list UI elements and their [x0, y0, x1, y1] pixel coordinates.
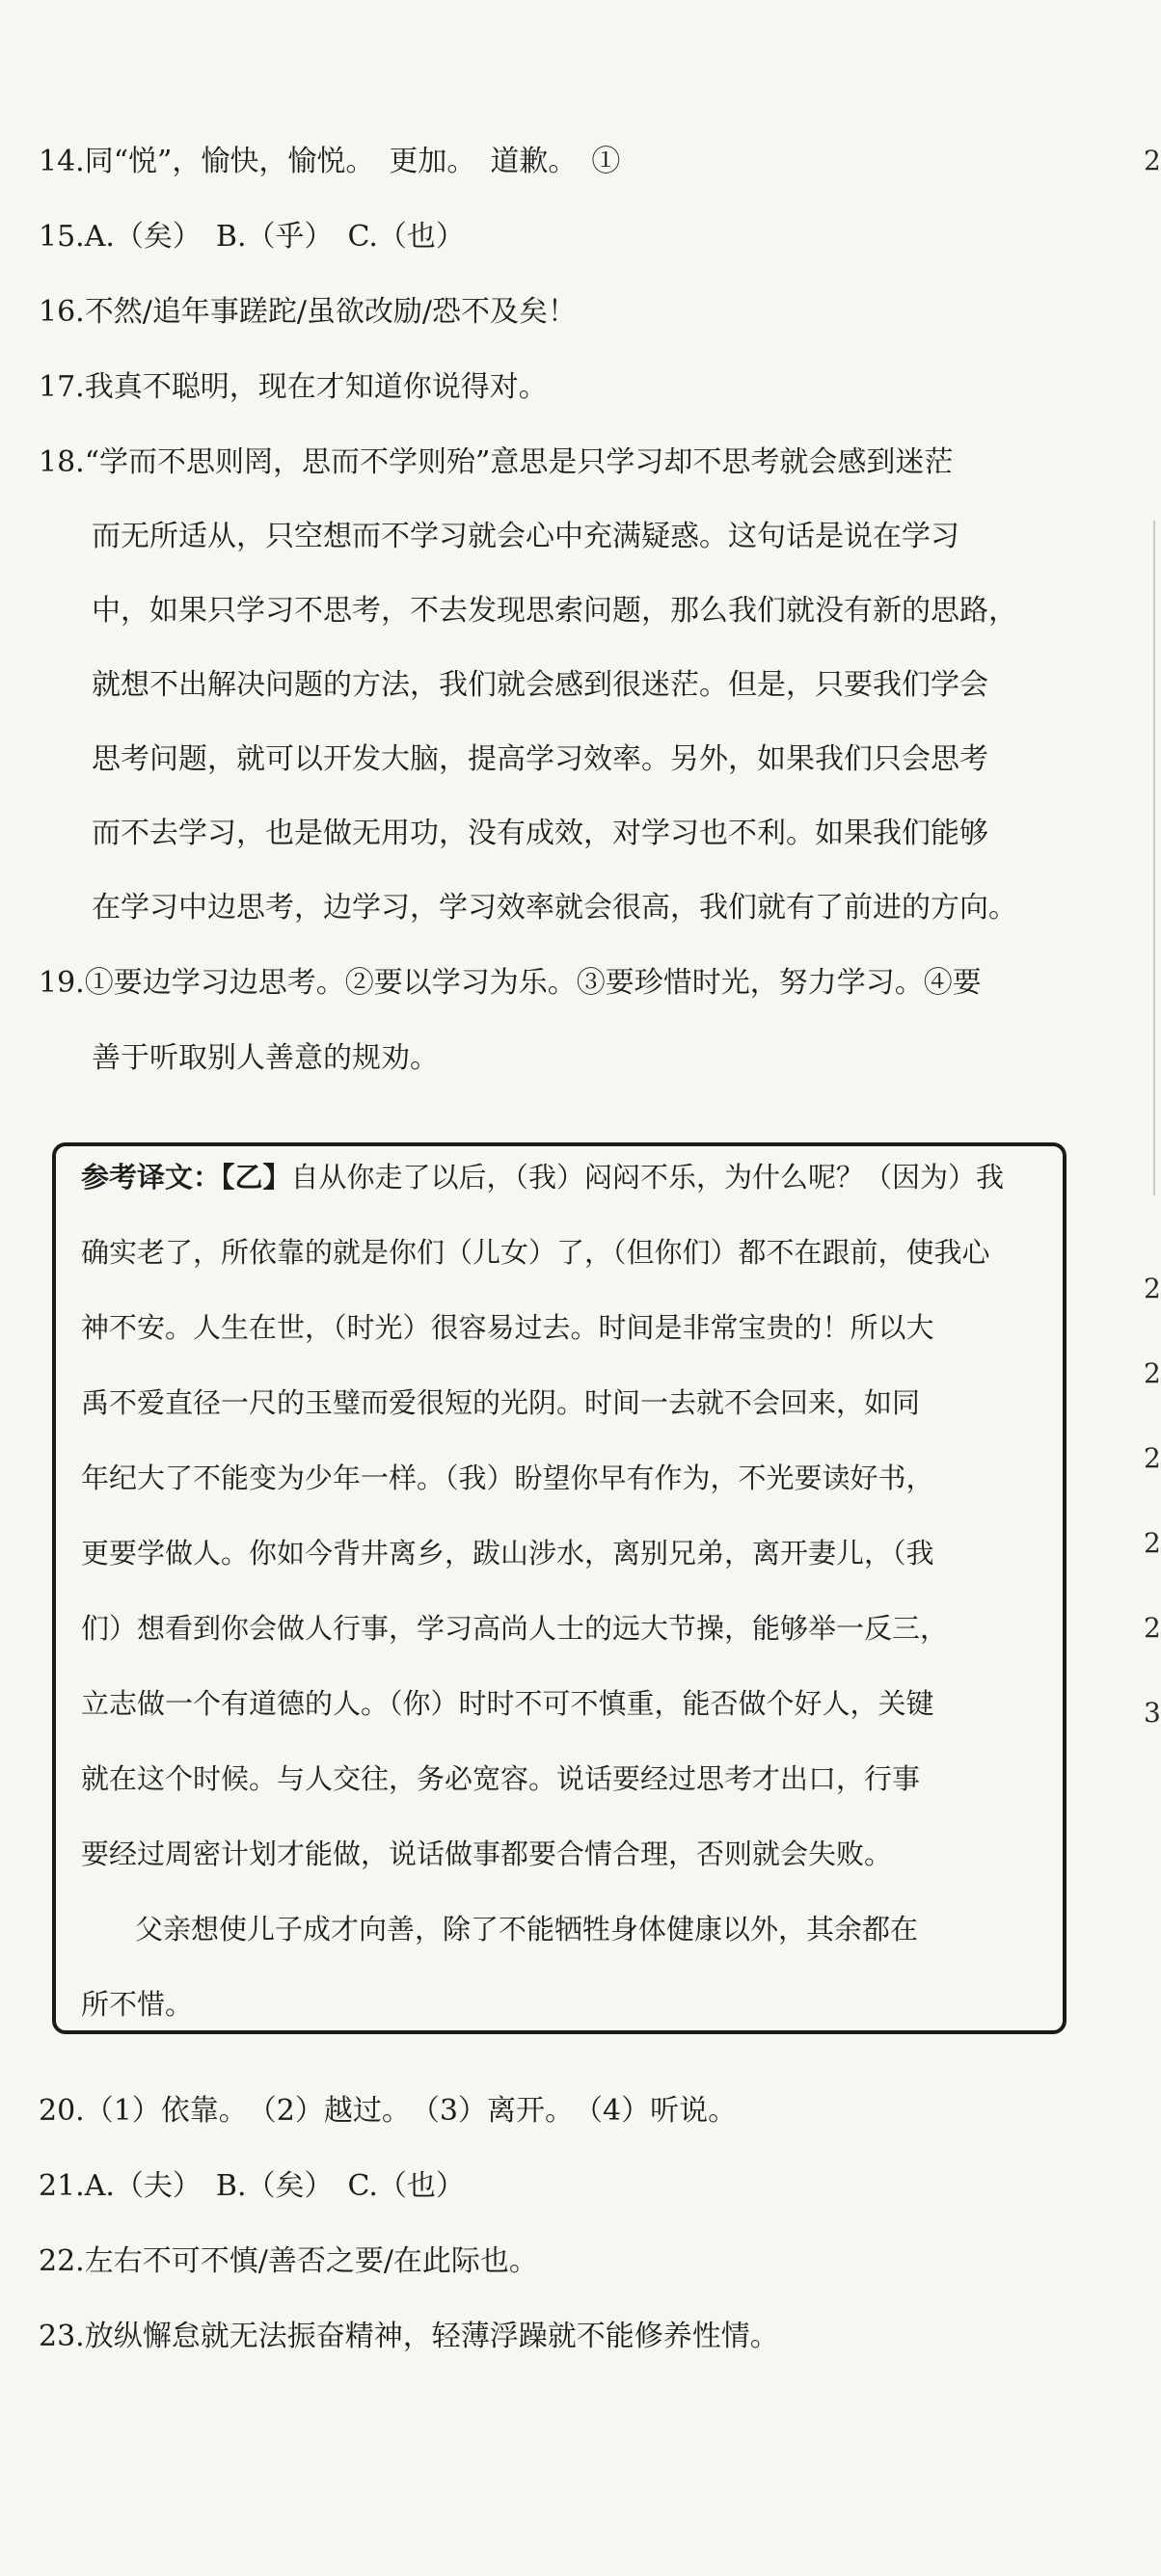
answer-18-line: 中，如果只学习不思考，不去发现思索问题，那么我们就没有新的思路，	[92, 594, 1017, 628]
edge-mark: 2	[1144, 1357, 1161, 1389]
translation-line: 们）想看到你会做人行事，学习高尚人士的远大节操，能够举一反三，	[81, 1612, 949, 1645]
page-edge-line	[1153, 521, 1155, 1195]
translation-line: 父亲想使儿子成才向善，除了不能牺牲身体健康以外，其余都在	[135, 1913, 919, 1945]
translation-line: 禹不爱直径一尺的玉璧而爱很短的光阴。时间一去就不会回来，如同	[81, 1386, 921, 1419]
answer-21: 21.A.（夫） B.（矣） C.（也）	[39, 2169, 465, 2203]
answer-22: 22.左右不可不慎/善否之要/在此际也。	[39, 2244, 538, 2278]
edge-mark: 2	[1144, 1527, 1161, 1559]
answer-20: 20.（1）依靠。 （2）越过。 （3）离开。 （4）听说。	[39, 2094, 738, 2128]
answer-14: 14.同“悦”，愉快，愉悦。 更加。 道歉。 ①	[39, 145, 621, 178]
edge-mark: 2	[1144, 1442, 1161, 1474]
edge-mark: 3	[1144, 1697, 1161, 1729]
translation-line: 确实老了，所依靠的就是你们（儿女）了，（但你们）都不在跟前，使我心	[81, 1236, 990, 1269]
answer-17: 17.我真不聪明，现在才知道你说得对。	[39, 370, 548, 404]
edge-mark: 2	[1144, 145, 1161, 176]
translation-box	[52, 1142, 1066, 2034]
translation-line: 神不安。人生在世，（时光）很容易过去。时间是非常宝贵的！所以大	[81, 1311, 934, 1344]
answer-18: 18.“学而不思则罔，思而不学则殆”意思是只学习却不思考就会感到迷茫	[39, 445, 954, 479]
edge-mark: 2	[1144, 1273, 1161, 1304]
translation-line: 参考译文：【乙】自从你走了以后，（我）闷闷不乐，为什么呢？（因为）我	[81, 1161, 1005, 1194]
translation-label: 参考译文：【乙】	[81, 1161, 291, 1194]
answer-18-line: 思考问题，就可以开发大脑，提高学习效率。另外，如果我们只会思考	[92, 742, 988, 776]
answer-19: 19.①要边学习边思考。②要以学习为乐。③要珍惜时光，努力学习。④要	[39, 966, 982, 1000]
translation-line: 所不惜。	[81, 1988, 194, 2021]
answer-18-line: 而不去学习，也是做无用功，没有成效，对学习也不利。如果我们能够	[92, 817, 988, 850]
answer-19-line: 善于听取别人善意的规劝。	[92, 1041, 439, 1075]
answer-18-line: 在学习中边思考，边学习，学习效率就会很高，我们就有了前进的方向。	[92, 891, 1017, 925]
translation-line: 年纪大了不能变为少年一样。（我）盼望你早有作为，不光要读好书，	[81, 1462, 934, 1494]
translation-line: 就在这个时候。与人交往，务必宽容。说话要经过思考才出口，行事	[81, 1762, 921, 1795]
answer-18-line: 而无所适从，只空想而不学习就会心中充满疑惑。这句话是说在学习	[92, 520, 959, 553]
translation-line: 立志做一个有道德的人。（你）时时不可不慎重，能否做个好人，关键	[81, 1687, 934, 1720]
answer-16: 16.不然/追年事蹉跎/虽欲改励/恐不及矣！	[39, 295, 578, 329]
answer-15: 15.A.（矣） B.（乎） C.（也）	[39, 220, 465, 254]
answer-23: 23.放纵懈怠就无法振奋精神，轻薄浮躁就不能修养性情。	[39, 2320, 779, 2353]
translation-line: 要经过周密计划才能做，说话做事都要合情合理，否则就会失败。	[81, 1838, 893, 1870]
translation-line: 更要学做人。你如今背井离乡，跋山涉水，离别兄弟，离开妻儿，（我	[81, 1537, 934, 1570]
edge-mark: 2	[1144, 1612, 1161, 1644]
answer-18-line: 就想不出解决问题的方法，我们就会感到很迷茫。但是，只要我们学会	[92, 668, 988, 702]
